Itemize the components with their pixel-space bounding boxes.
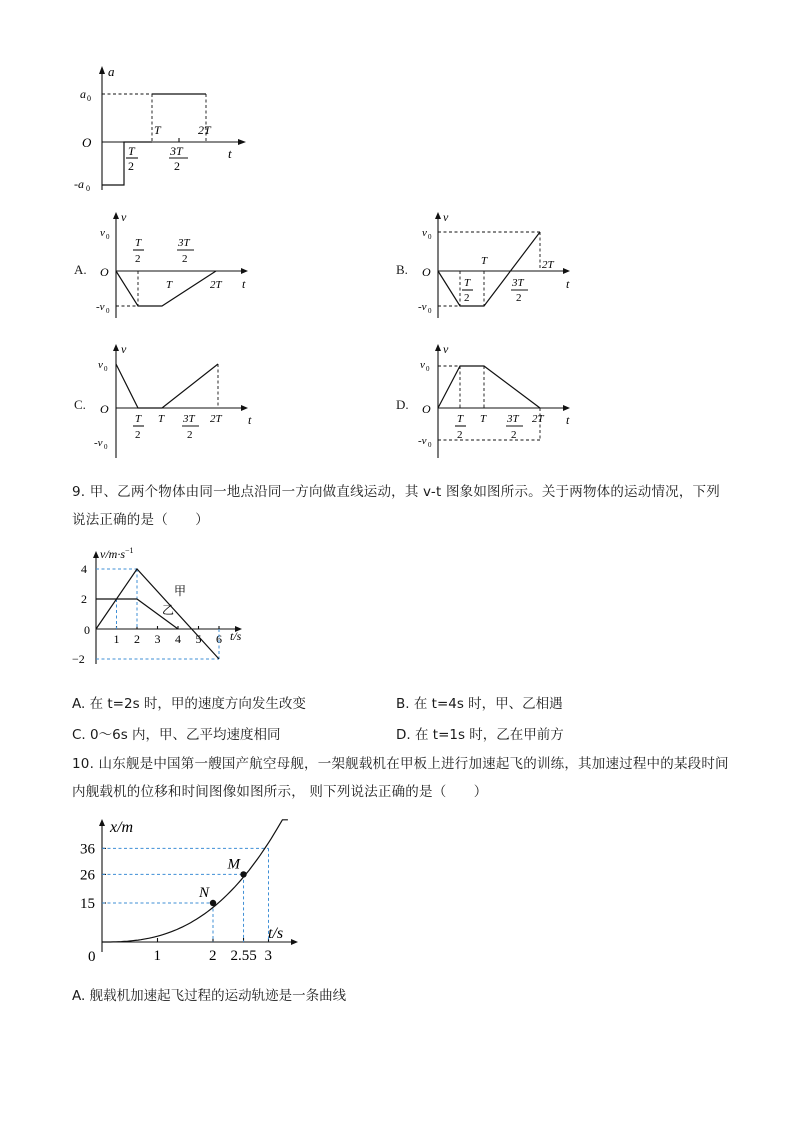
q10-point-m <box>240 871 246 877</box>
q10-option-a-label: A. <box>72 988 86 1004</box>
a-t-pos-sub: 0 <box>87 94 91 103</box>
q9-xtick-label-2: 2 <box>134 632 140 646</box>
a-vt-x-arrow <box>241 268 248 274</box>
q9-xtick-label-4: 4 <box>175 632 181 646</box>
a-vt-axis-v: v <box>121 210 127 224</box>
q10-xtick-label-0: 1 <box>153 948 161 964</box>
q9-ytick-label-0: 4 <box>81 562 87 576</box>
a-t-neg: -a <box>74 177 84 191</box>
b-vt-origin: O <box>422 265 431 279</box>
q9-ylabel-sup: −1 <box>125 546 134 555</box>
d-vt-half-den: 2 <box>457 429 463 441</box>
b-vt-half-den: 2 <box>464 292 470 304</box>
a-t-origin: O <box>82 135 92 150</box>
q9-option-b-label: B. <box>396 696 410 712</box>
b-vt-3half-den: 2 <box>516 292 522 304</box>
b-vt-axis-v: v <box>443 210 449 224</box>
b-vt-negv0-sub: 0 <box>428 307 432 315</box>
q9-vt-chart <box>70 542 270 672</box>
a-t-tick-2T: 2T <box>198 123 211 137</box>
q10-origin: 0 <box>88 949 96 965</box>
a-t-tick-3T2-den: 2 <box>174 159 180 173</box>
a-vt-half-den: 2 <box>135 253 141 265</box>
a-t-x-arrow <box>238 139 246 145</box>
q10-ytick-label-0: 36 <box>80 841 95 858</box>
a-vt-v0: v <box>100 227 105 239</box>
c-vt-half-den: 2 <box>135 429 141 441</box>
q9-ticks <box>72 562 222 666</box>
q9-option-a-text: 在 t=2s 时，甲的速度方向发生改变 <box>89 696 306 712</box>
c-vt-y-arrow <box>113 344 119 351</box>
c-vt-axis-t: t <box>248 413 252 427</box>
q10-xt-curve <box>102 820 288 942</box>
option-d-label-q8[interactable]: D. <box>396 397 409 412</box>
q10-xtick-label-1: 2 <box>209 948 217 964</box>
d-vt-axis-t: t <box>566 413 570 427</box>
option-c-label-q8[interactable]: C. <box>74 397 86 412</box>
q9-origin: 0 <box>84 623 90 637</box>
q9-series-yi-label: 乙 <box>162 603 175 617</box>
b-vt-v0: v <box>422 227 427 239</box>
a-t-neg-sub: 0 <box>86 184 90 193</box>
q9-ylabel <box>100 546 134 561</box>
c-vt-3half-den: 2 <box>187 429 193 441</box>
q9-option-a-label: A. <box>72 696 86 712</box>
q9-option-d[interactable] <box>396 723 564 743</box>
b-vt-y-arrow <box>435 212 441 219</box>
question-9-text: 9. 甲、乙两个物体由同一地点沿同一方向做直线运动，其 v-t 图象如图所示。关于两物体的运动情况，下列说法正确的是（ ） <box>72 484 720 528</box>
d-vt-v0: v <box>420 359 425 371</box>
d-vt-half-num: T <box>457 413 464 425</box>
d-vt-axis-v: v <box>443 342 449 356</box>
q9-y-arrow <box>93 551 99 558</box>
c-vt-origin: O <box>100 402 109 416</box>
a-t-tick-3T2-num: 3T <box>170 144 183 158</box>
d-vt-negv0-sub: 0 <box>428 441 432 449</box>
c-vt-v0-sub: 0 <box>104 365 108 373</box>
a-t-graph <box>70 62 260 202</box>
q9-ytick-label-2: −2 <box>72 652 85 666</box>
d-vt-negv0: -v <box>418 435 427 447</box>
q9-xlabel: t/s <box>230 629 242 643</box>
option-d-vt-graph <box>414 340 584 464</box>
b-vt-2T: 2T <box>542 259 554 271</box>
q9-xtick-label-5: 5 <box>195 632 202 646</box>
a-vt-half-num: T <box>135 237 142 249</box>
c-vt-3half-num: 3T <box>183 413 195 425</box>
q9-option-b-text: 在 t=4s 时，甲、乙相遇 <box>413 696 563 712</box>
option-b-label-q8[interactable]: B. <box>396 262 408 277</box>
q9-option-b[interactable] <box>396 692 563 712</box>
d-vt-2T: 2T <box>532 413 544 425</box>
q10-xlabel: t/s <box>268 925 284 942</box>
a-vt-y-arrow <box>113 212 119 219</box>
d-vt-origin: O <box>422 402 431 416</box>
c-vt-2T: 2T <box>210 413 222 425</box>
c-vt-negv0: -v <box>94 437 103 449</box>
option-a-vt-graph <box>92 206 262 326</box>
q10-xtick-label-2: 2.55 <box>230 948 257 964</box>
b-vt-v0-sub: 0 <box>428 233 432 241</box>
c-vt-curve <box>116 364 218 408</box>
q10-xt-chart <box>82 812 312 972</box>
a-vt-origin: O <box>100 265 109 279</box>
question-10-text: 10. 山东舰是中国第一艘国产航空母舰，一架舰载机在甲板上进行加速起飞的训练，其加速过程中的某段时间内舰载机的位移和时间图像如图所示， 则下列说法正确的是（ ） <box>72 756 729 800</box>
q9-xtick-label-6: 6 <box>216 632 222 646</box>
q10-point-n <box>210 900 216 906</box>
a-vt-3half-den: 2 <box>182 253 188 265</box>
a-vt-3half-num: 3T <box>178 237 190 249</box>
d-vt-curve <box>438 366 540 408</box>
b-vt-x-arrow <box>563 268 570 274</box>
q10-guides <box>102 848 269 942</box>
q9-option-c-text: 0～6s 内，甲、乙平均速度相同 <box>90 727 281 743</box>
d-vt-3half-den: 2 <box>511 429 517 441</box>
option-a-label-q8[interactable]: A. <box>74 262 87 277</box>
a-t-tick-T2-den: 2 <box>128 159 134 173</box>
q10-option-a[interactable] <box>72 984 346 1004</box>
a-vt-axis-t: t <box>242 277 246 291</box>
a-t-pos: a <box>80 87 86 101</box>
c-vt-half-num: T <box>135 413 142 425</box>
c-vt-v0: v <box>98 359 103 371</box>
q10-xtick-label-3: 3 <box>264 948 272 964</box>
q10-point-m-label: M <box>227 856 241 873</box>
a-t-axis-a: a <box>108 64 115 79</box>
option-b-vt-graph <box>414 206 584 326</box>
a-t-curve <box>102 142 152 185</box>
a-t-y-arrow <box>99 66 105 74</box>
d-vt-v0-sub: 0 <box>426 365 430 373</box>
q9-ytick-label-1: 2 <box>81 592 87 606</box>
a-vt-v0-sub: 0 <box>106 233 110 241</box>
a-vt-negv0: -v <box>96 301 105 313</box>
q9-option-d-label: D. <box>396 727 411 743</box>
d-vt-x-arrow <box>563 405 570 411</box>
b-vt-T: T <box>481 255 488 267</box>
a-vt-2T: 2T <box>210 279 222 291</box>
q10-option-a-text: 舰载机加速起飞过程的运动轨迹是一条曲线 <box>89 988 347 1004</box>
b-vt-negv0: -v <box>418 301 427 313</box>
c-vt-axis-v: v <box>121 342 127 356</box>
a-t-axis-t: t <box>228 146 232 161</box>
q10-point-n-label: N <box>199 885 210 901</box>
a-vt-T: T <box>166 279 173 291</box>
d-vt-y-arrow <box>435 344 441 351</box>
b-vt-axis-t: t <box>566 277 570 291</box>
q10-x-arrow <box>291 939 298 945</box>
option-c-vt-graph <box>92 340 262 464</box>
b-vt-3half-num: 3T <box>512 277 524 289</box>
q9-option-d-text: 在 t=1s 时，乙在甲前方 <box>414 727 564 743</box>
a-vt-negv0-sub: 0 <box>106 307 110 315</box>
d-vt-T: T <box>480 413 487 425</box>
q9-xtick-label-1: 1 <box>113 632 120 646</box>
q9-ylabel-text: v/m·s <box>100 547 125 561</box>
q10-y-arrow <box>99 819 105 826</box>
q9-option-a[interactable] <box>72 692 306 712</box>
a-t-tick-T: T <box>154 123 161 137</box>
c-vt-x-arrow <box>241 405 248 411</box>
b-vt-curve <box>438 232 540 306</box>
q9-option-c-label: C. <box>72 727 86 743</box>
q9-series-jia-label: 甲 <box>174 584 187 598</box>
d-vt-3half-num: 3T <box>507 413 519 425</box>
b-vt-half-num: T <box>464 277 471 289</box>
q9-xtick-label-3: 3 <box>154 632 161 646</box>
q10-ylabel: x/m <box>110 819 134 836</box>
q9-option-c[interactable] <box>72 723 281 743</box>
a-t-tick-T2-num: T <box>128 144 135 158</box>
q10-ytick-label-2: 15 <box>80 896 95 912</box>
c-vt-negv0-sub: 0 <box>104 443 108 451</box>
c-vt-T: T <box>158 413 165 425</box>
q10-ytick-label-1: 26 <box>80 867 95 884</box>
